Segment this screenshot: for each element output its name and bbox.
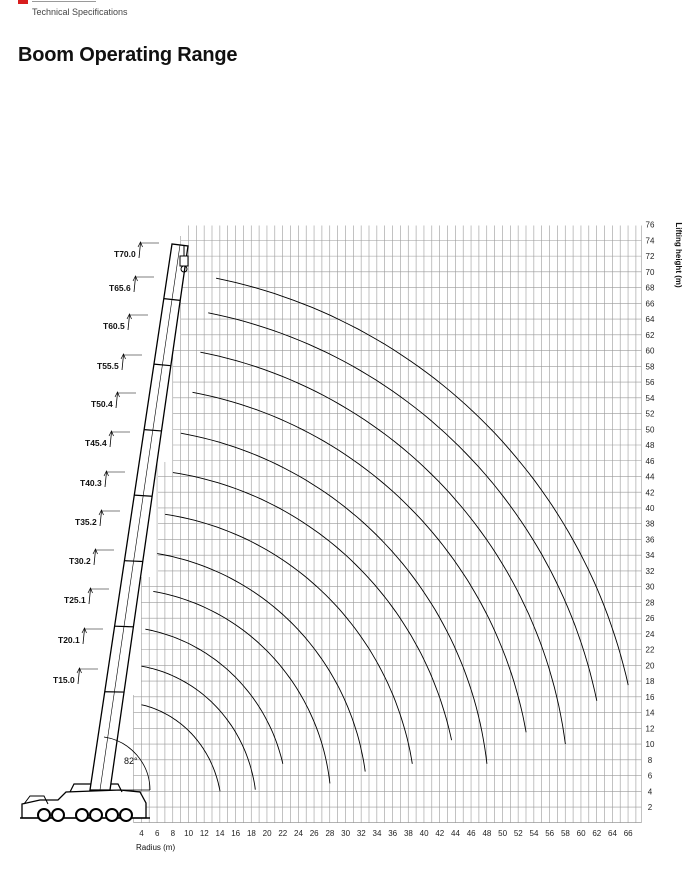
- y-tick-label: 2: [647, 803, 653, 813]
- boom-length-label: T30.2: [69, 556, 91, 566]
- y-tick-label: 40: [645, 504, 655, 513]
- x-tick-label: 14: [215, 829, 225, 838]
- boom-length-label: T65.6: [109, 283, 131, 293]
- y-tick-label: 18: [645, 677, 655, 687]
- y-tick-label: 30: [645, 582, 655, 592]
- y-tick-label: 48: [645, 441, 655, 451]
- x-tick-label: 38: [403, 829, 413, 838]
- x-tick-label: 66: [623, 829, 633, 838]
- x-tick-label: 8: [170, 829, 176, 838]
- x-tick-label: 12: [199, 829, 209, 838]
- wheel: [90, 809, 102, 821]
- range-curve-t20-1: [142, 666, 256, 790]
- y-tick-label: 76: [645, 220, 655, 230]
- boom-length-label: T55.5: [97, 361, 119, 371]
- y-tick-label: 58: [645, 362, 655, 372]
- boom-length-label: T50.4: [91, 399, 113, 409]
- wheel: [120, 809, 132, 821]
- y-tick-label: 10: [645, 740, 655, 750]
- range-curve-t45-4: [173, 473, 452, 741]
- y-tick-label: 70: [645, 267, 655, 277]
- x-tick-label: 52: [513, 829, 523, 838]
- y-tick-label: 12: [645, 724, 655, 734]
- y-tick-label: 54: [645, 393, 655, 403]
- y-tick-label: 68: [645, 283, 655, 293]
- y-tick-label: 46: [645, 456, 655, 466]
- x-tick-label: 20: [262, 829, 272, 838]
- y-tick-label: 38: [645, 519, 655, 529]
- y-tick-label: 28: [645, 598, 655, 608]
- x-tick-label: 60: [576, 829, 586, 838]
- range-curve-t60-5: [200, 352, 565, 744]
- y-tick-label: 56: [645, 378, 655, 388]
- wheel: [76, 809, 88, 821]
- x-tick-label: 10: [184, 829, 194, 838]
- boom-length-label: T20.1: [58, 635, 80, 645]
- x-tick-label: 64: [608, 829, 617, 838]
- wheel: [38, 809, 50, 821]
- x-tick-label: 32: [356, 829, 366, 838]
- y-tick-label: 50: [645, 425, 655, 435]
- y-tick-label: 6: [647, 771, 653, 781]
- y-tick-label: 44: [645, 472, 655, 482]
- x-tick-label: 18: [246, 829, 256, 838]
- hook-block: [180, 256, 188, 266]
- x-tick-label: 46: [466, 829, 476, 838]
- y-tick-label: 62: [645, 330, 655, 340]
- y-tick-label: 26: [645, 614, 655, 624]
- boom-length-label: T40.3: [80, 478, 102, 488]
- chart-axes: [136, 221, 683, 852]
- y-tick-label: 22: [645, 645, 655, 655]
- y-tick-label: 34: [645, 551, 655, 561]
- x-tick-label: 22: [278, 829, 288, 838]
- boom-angle-label: 82°: [124, 756, 138, 766]
- x-tick-label: 44: [451, 829, 460, 838]
- range-curve-t65-6: [208, 313, 597, 701]
- y-tick-label: 24: [645, 629, 655, 639]
- y-axis-title: Lifting height (m): [674, 222, 683, 288]
- x-tick-label: 56: [545, 829, 555, 838]
- x-tick-label: 48: [482, 829, 492, 838]
- x-tick-label: 24: [294, 829, 303, 838]
- x-tick-label: 26: [309, 829, 319, 838]
- y-tick-label: 36: [645, 535, 655, 545]
- y-tick-label: 32: [645, 566, 655, 576]
- y-tick-label: 14: [645, 708, 655, 718]
- x-tick-label: 34: [372, 829, 382, 838]
- x-tick-label: 40: [419, 829, 429, 838]
- boom-section-joint: [115, 626, 134, 627]
- wheel: [52, 809, 64, 821]
- x-tick-label: 28: [325, 829, 335, 838]
- x-tick-label: 62: [592, 829, 602, 838]
- x-tick-label: 30: [341, 829, 351, 838]
- boom-length-label: T70.0: [114, 249, 136, 259]
- x-axis-title: Radius (m): [136, 843, 176, 852]
- boom-length-label: T25.1: [64, 595, 86, 605]
- y-tick-label: 42: [645, 488, 655, 498]
- y-tick-label: 16: [645, 692, 655, 702]
- boom-length-label: T60.5: [103, 321, 125, 331]
- x-tick-label: 42: [435, 829, 445, 838]
- x-tick-label: 16: [231, 829, 241, 838]
- range-curve-t30-2: [153, 591, 330, 783]
- y-tick-label: 66: [645, 299, 655, 309]
- y-tick-label: 60: [645, 346, 655, 356]
- boom-length-label: T15.0: [53, 675, 75, 685]
- x-tick-label: 50: [498, 829, 508, 838]
- chart-grid: [134, 226, 642, 823]
- y-tick-label: 4: [647, 787, 653, 797]
- y-tick-label: 74: [645, 236, 655, 246]
- section-label: Technical Specifications: [32, 7, 128, 17]
- y-tick-label: 72: [645, 252, 655, 262]
- page-title: Boom Operating Range: [18, 44, 238, 66]
- boom-length-label: T35.2: [75, 517, 97, 527]
- range-curve-t70-0: [216, 278, 628, 685]
- y-tick-label: 8: [647, 755, 653, 765]
- x-tick-label: 4: [139, 829, 144, 838]
- y-tick-label: 52: [645, 409, 655, 419]
- x-tick-label: 36: [388, 829, 398, 838]
- range-curve-t50-4: [181, 433, 487, 764]
- y-tick-label: 64: [645, 315, 655, 325]
- x-tick-label: 54: [529, 829, 539, 838]
- y-tick-label: 20: [645, 661, 655, 671]
- x-tick-label: 58: [560, 829, 570, 838]
- boom-section-joint: [124, 561, 142, 562]
- x-tick-label: 6: [154, 829, 160, 838]
- wheel: [106, 809, 118, 821]
- boom-length-label: T45.4: [85, 438, 107, 448]
- range-curve-t40-3: [165, 514, 412, 764]
